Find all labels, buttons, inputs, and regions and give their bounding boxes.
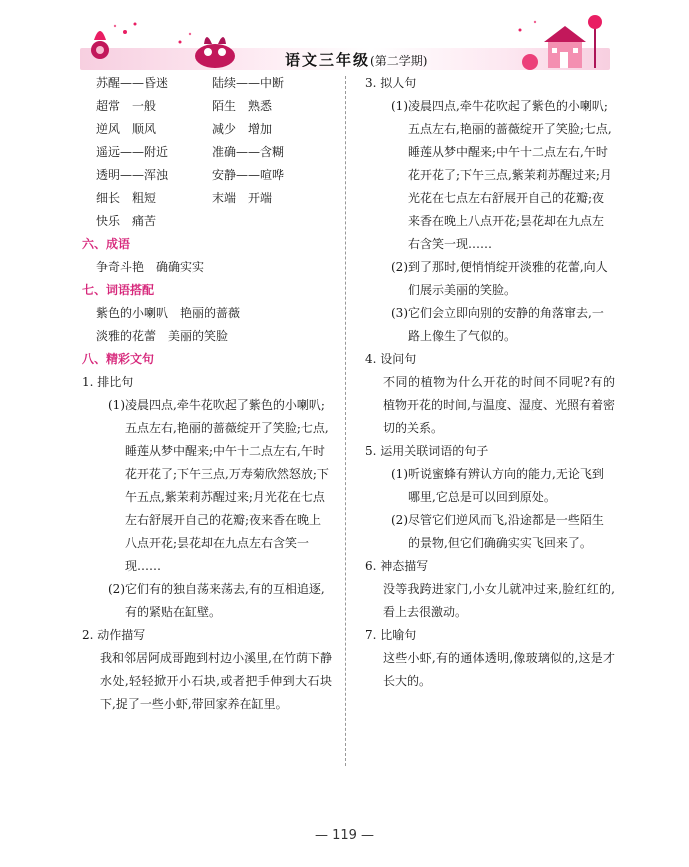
item-text: 凌晨四点,牵牛花吹起了紫色的小喇叭;五点左右,艳丽的蔷薇绽开了笑脸;七点,睡莲从梦中醒来;中午十二点左右,午时花开花了;下午三点,万寿菊欣然怒放;下午五点,紫茉莉苏醒过来;月光花在七点左右舒展开自己的花瓣;夜来香在晚上八点开花;昙花却在九点左右含笑一现…… (125, 398, 329, 573)
list-item (365, 302, 615, 348)
subsection-title: 4. 设问句 (365, 352, 417, 366)
item-number: (2) (108, 582, 125, 596)
paragraph: 这些小虾,有的通体透明,像玻璃似的,这是才长大的。 (383, 651, 615, 688)
idiom-line: 争奇斗艳 确确实实 (96, 260, 205, 274)
item-number: (3) (391, 306, 408, 320)
list-item (365, 256, 615, 302)
list-item (365, 509, 615, 555)
item-text: 凌晨四点,牵牛花吹起了紫色的小喇叭;五点左右,艳丽的蔷薇绽开了笑脸;七点,睡莲从梦中醒来;中午十二点左右,午时花开花了;下午三点,紫茉莉苏醒过来;月光花在七点左右舒展开自己的花瓣;夜来香在晚上八点开花;昙花却在九点左右含笑一现…… (408, 99, 612, 251)
page-number: — 119 — (314, 828, 375, 843)
section-heading-6: 六、成语 (82, 237, 131, 251)
header-title-text: 语文三年级 (285, 51, 371, 69)
word-pair: 遥远——附近 (96, 145, 169, 159)
paragraph: 没等我跨进家门,小女儿就冲过来,脸红红的,看上去很激动。 (383, 582, 615, 619)
word-pair-row (82, 118, 332, 141)
section-heading-8: 八、精彩文句 (82, 352, 155, 366)
word-pair: 快乐 痛苦 (96, 214, 157, 228)
word-pair-row (82, 95, 332, 118)
right-column (365, 72, 615, 693)
subsection-title: 2. 动作描写 (82, 628, 146, 642)
collocation-line: 淡雅的花蕾 美丽的笑脸 (96, 329, 229, 343)
word-pair: 陌生 熟悉 (212, 99, 273, 113)
paragraph: 我和邻居阿成哥跑到村边小溪里,在竹荫下静水处,轻轻掀开小石块,或者把手伸到大石块下,捉了一些小虾,带回家养在缸里。 (100, 651, 332, 711)
word-pair-row (82, 164, 332, 187)
flower-decoration-icon (80, 12, 250, 74)
word-pair: 逆风 顺风 (96, 122, 157, 136)
item-text: 它们会立即向别的安静的角落窜去,一路上像生了气似的。 (408, 306, 604, 343)
subsection-title: 7. 比喻句 (365, 628, 417, 642)
item-text: 到了那时,便悄悄绽开淡雅的花蕾,向人们展示美丽的笑脸。 (408, 260, 608, 297)
subsection-title: 6. 神态描写 (365, 559, 429, 573)
item-text: 听说蜜蜂有辨认方向的能力,无论飞到哪里,它总是可以回到原处。 (408, 467, 604, 504)
word-pair-row (82, 210, 332, 233)
word-pair: 末端 开端 (212, 191, 273, 205)
item-number: (1) (108, 398, 125, 412)
subsection-title: 1. 排比句 (82, 375, 134, 389)
item-text: 尽管它们逆风而飞,沿途都是一些陌生的景物,但它们确确实实飞回来了。 (408, 513, 604, 550)
word-pair-row (82, 187, 332, 210)
item-number: (1) (391, 99, 408, 113)
word-pair: 超常 一般 (96, 99, 157, 113)
word-pair: 陆续——中断 (212, 76, 285, 90)
word-pair-row (82, 72, 332, 95)
word-pair: 准确——含糊 (212, 145, 285, 159)
word-pair (198, 210, 314, 233)
word-pair-row (82, 141, 332, 164)
subsection-title: 3. 拟人句 (365, 76, 417, 90)
section-heading-7: 七、词语搭配 (82, 283, 155, 297)
item-text: 它们有的独自荡来荡去,有的互相追逐,有的紧贴在缸壁。 (125, 582, 325, 619)
word-pair: 安静——喧哗 (212, 168, 285, 182)
item-number: (2) (391, 513, 408, 527)
list-item (365, 95, 615, 256)
header-subtitle: (第二学期) (370, 54, 428, 68)
word-pair: 苏醒——昏迷 (96, 76, 169, 90)
item-number: (2) (391, 260, 408, 274)
header-title (285, 49, 427, 70)
word-pair: 透明——浑浊 (96, 168, 169, 182)
page-header (80, 12, 610, 74)
paragraph: 不同的植物为什么开花的时间不同呢?有的植物开花的时间,与温度、湿度、光照有着密切的关系。 (383, 375, 615, 435)
word-pair: 细长 粗短 (96, 191, 157, 205)
list-item (82, 578, 332, 624)
house-decoration-icon (500, 12, 610, 74)
item-number: (1) (391, 467, 408, 481)
list-item (82, 394, 332, 578)
left-column (82, 72, 332, 716)
word-pair: 减少 增加 (212, 122, 273, 136)
list-item (365, 463, 615, 509)
collocation-line: 紫色的小喇叭 艳丽的蔷薇 (96, 306, 241, 320)
subsection-title: 5. 运用关联词语的句子 (365, 444, 489, 458)
column-divider (345, 76, 346, 766)
